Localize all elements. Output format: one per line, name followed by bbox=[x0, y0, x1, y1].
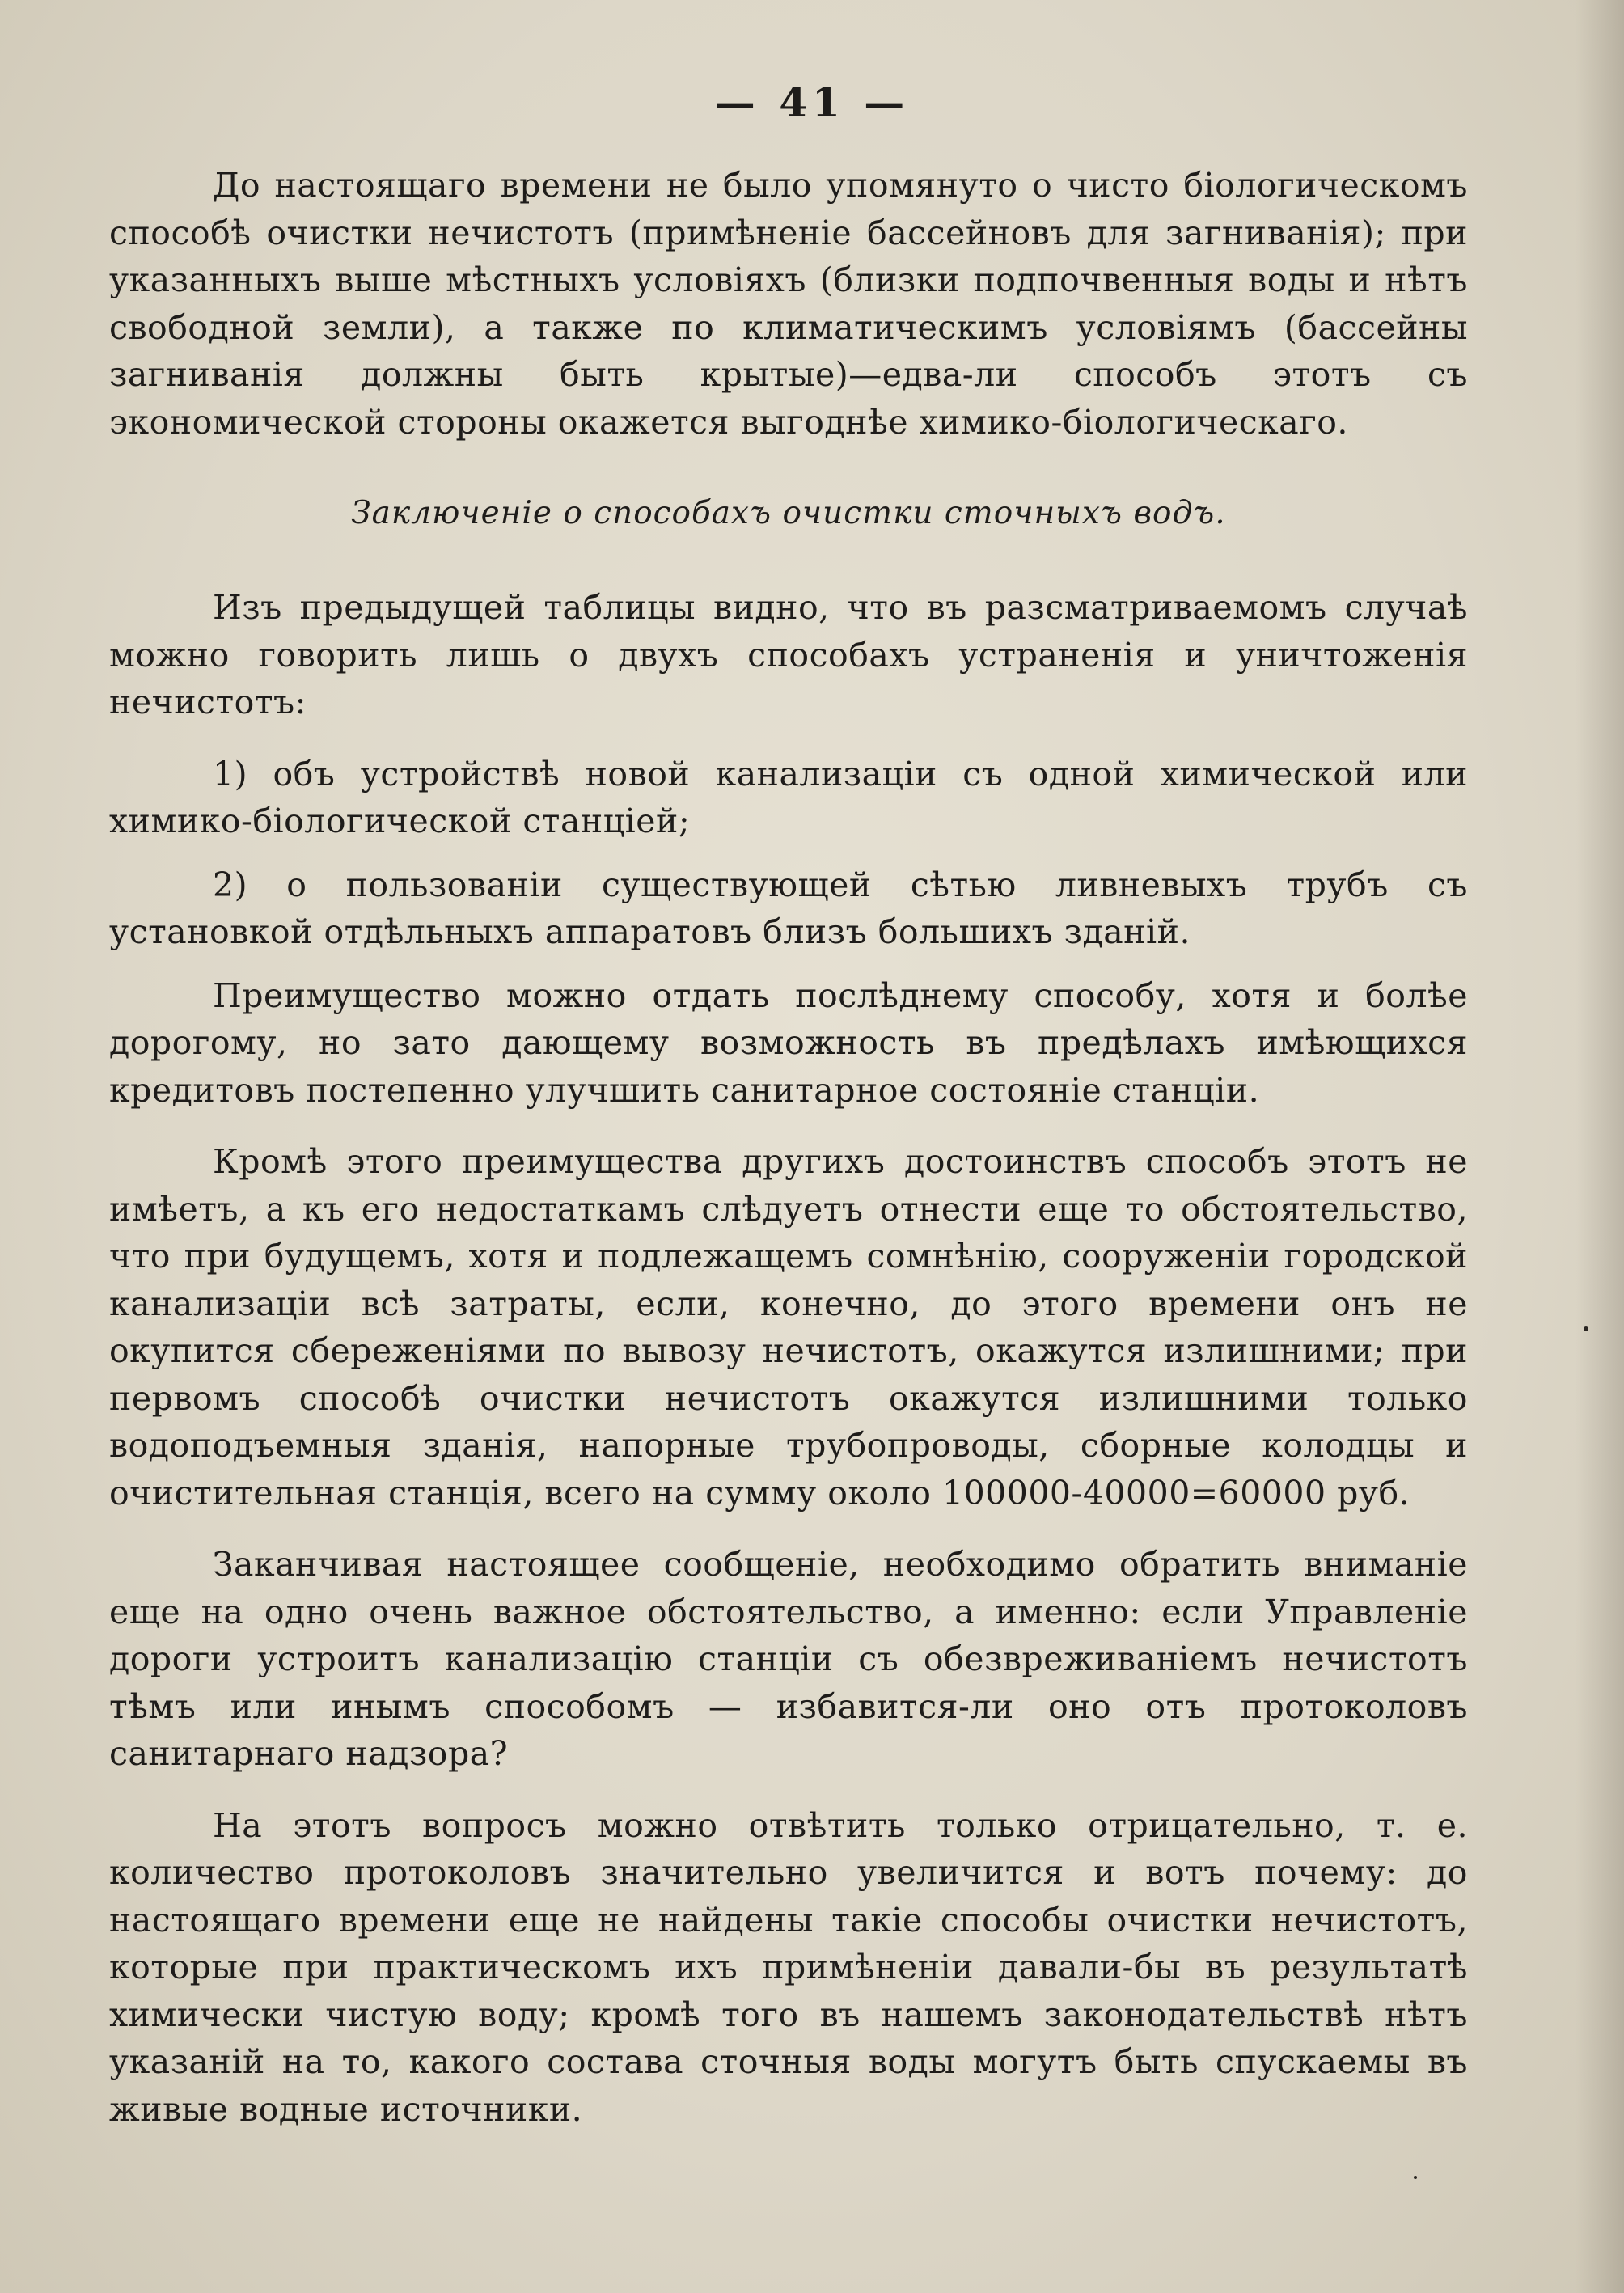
paragraph-intro: Изъ предыдущей таблицы видно, что въ разсматриваемомъ случаѣ можно говорить лишь о двухъ способахъ устраненія и уничтоженія нечистотъ: bbox=[109, 588, 1468, 721]
paragraph-advantage: Преимущество можно отдать послѣднему способу, хотя и болѣе дорогому, но зато дающему возможность въ предѣлахъ имѣющихся кредитовъ постепенно улучшить санитарное состояніе станціи. bbox=[109, 975, 1468, 1110]
print-speck bbox=[1414, 2176, 1417, 2179]
paragraph-conclusion-question: Заканчивая настоящее сообщеніе, необходимо обратить вниманіе еще на одно очень важное обстоятельство, а именно: если Управленіе дороги устроитъ канализацію станціи съ обезвреживаніемъ нечистотъ тѣмъ или инымъ способомъ — избавится-ли оно отъ протоколовъ санитарнаго надзора? bbox=[109, 1545, 1468, 1773]
list-item-2: 2) о пользованіи существующей сѣтью ливневыхъ трубъ съ установкой отдѣльныхъ аппаратовъ близъ большихъ зданій. bbox=[109, 865, 1468, 951]
page-edge-shadow bbox=[1575, 0, 1624, 2293]
page-number: — 41 — bbox=[714, 78, 910, 126]
paragraph-biological-method: До настоящаго времени не было упомянуто о чисто біологическомъ способѣ очистки нечистотъ (примѣненіе бассейновъ для загниванія); при указанныхъ выше мѣстныхъ условіяхъ (близки подпочвенныя воды и нѣтъ свободной земли), а также по климатическимъ условіямъ (бассейны загниванія должны быть крытые)—едва-ли способъ этотъ съ экономической стороны окажется выгоднѣе химико-біологическаго. bbox=[109, 166, 1468, 442]
section-heading: Заключеніе о способахъ очистки сточныхъ водъ. bbox=[351, 495, 1226, 531]
page-body bbox=[109, 162, 1468, 2157]
paragraph-answer: На этотъ вопросъ можно отвѣтить только отрицательно, т. е. количество протоколовъ значительно увеличится и вотъ почему: до настоящаго времени еще не найдены такіе способы очистки нечистотъ, которые при практическомъ ихъ примѣненіи давали-бы въ результатѣ химически чистую воду; кромѣ того въ нашемъ законодательствѣ нѣтъ указаній на то, какого состава сточныя воды могутъ быть спускаемы въ живые водные источники. bbox=[109, 1805, 1468, 2129]
print-speck bbox=[1584, 1326, 1588, 1331]
list-item-1: 1) объ устройствѣ новой канализаціи съ одной химической или химико-біологической станціей; bbox=[109, 754, 1468, 840]
paragraph-drawbacks: Кромѣ этого преимущества другихъ достоинствъ способъ этотъ не имѣетъ, а къ его недостаткамъ слѣдуетъ отнести еще то обстоятельство, что при будущемъ, хотя и подлежащемъ сомнѣнію, сооруженіи городской канализаціи всѣ затраты, если, конечно, до этого времени онъ не окупится сбереженіями по вывозу нечистотъ, окажутся излишними; при первомъ способѣ очистки нечистотъ окажутся излишними только водоподъемныя зданія, напорные трубопроводы, сборные колодцы и очистительная станція, всего на сумму около 100000-40000=60000 руб. bbox=[109, 1142, 1468, 1512]
